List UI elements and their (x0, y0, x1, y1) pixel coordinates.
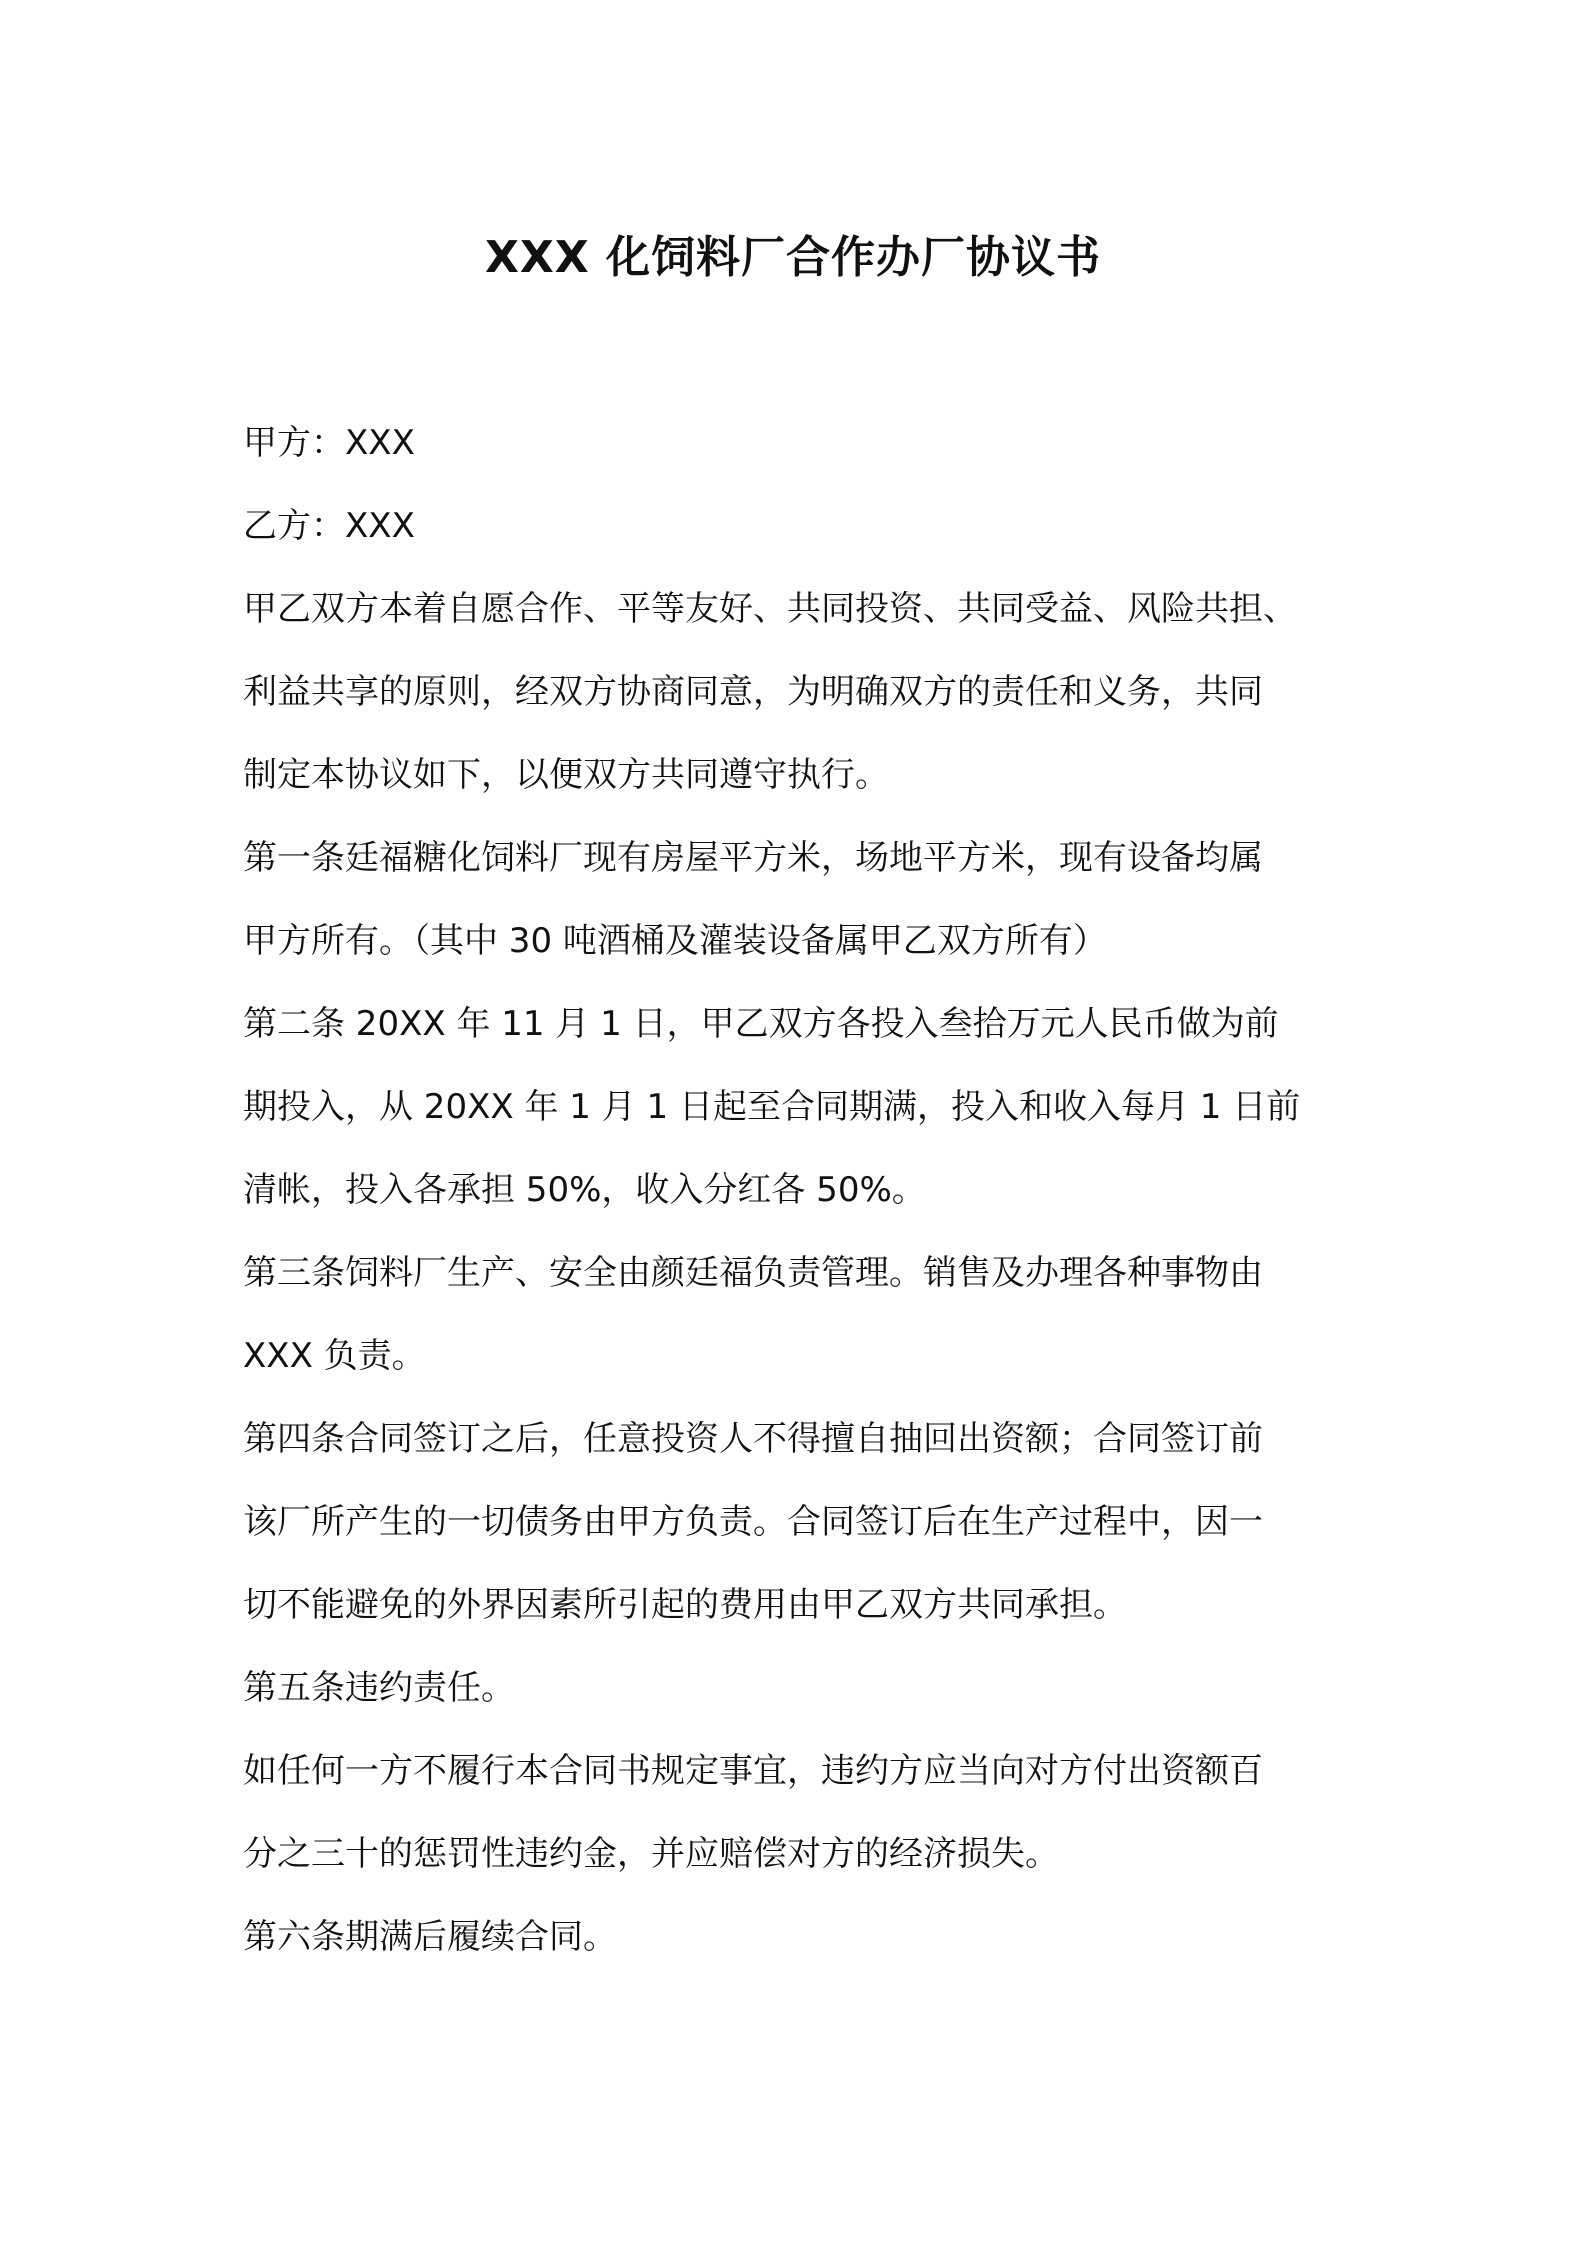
article-5-detail-line: 如任何一方不履行本合同书规定事宜，违约方应当向对方付出资额百 (243, 1751, 1263, 1791)
preamble-line: 制定本协议如下，以便双方共同遵守执行。 (243, 755, 889, 795)
document-body (243, 402, 1353, 1979)
article-2-line: 清帐，投入各承担 50%，收入分红各 50%。 (243, 1170, 926, 1210)
article-3-line: XXX 负责。 (243, 1336, 426, 1376)
article-1-line: 甲方所有。（其中 30 吨酒桶及灌装设备属甲乙双方所有） (243, 921, 1107, 961)
article-1-line: 第一条廷福糖化饲料厂现有房屋平方米，场地平方米，现有设备均属 (243, 838, 1263, 878)
article-4-line: 切不能避免的外界因素所引起的费用由甲乙双方共同承担。 (243, 1585, 1127, 1625)
article-4-line: 该厂所产生的一切债务由甲方负责。合同签订后在生产过程中，因一 (243, 1502, 1263, 1542)
document-title: XXX 化饲料厂合作办厂协议书 (484, 232, 1102, 283)
preamble-line: 利益共享的原则，经双方协商同意，为明确双方的责任和义务，共同 (243, 672, 1263, 712)
article-5-line: 第五条违约责任。 (243, 1668, 515, 1708)
party-a-line: 甲方：XXX (243, 423, 415, 463)
article-5-detail-line: 分之三十的惩罚性违约金，并应赔偿对方的经济损失。 (243, 1834, 1059, 1874)
article-4-line: 第四条合同签订之后，任意投资人不得擅自抽回出资额；合同签订前 (243, 1419, 1263, 1459)
article-2-line: 第二条 20XX 年 11 月 1 日，甲乙双方各投入叁拾万元人民币做为前 (243, 1004, 1279, 1044)
party-b-line: 乙方：XXX (243, 506, 415, 546)
article-6-line: 第六条期满后履续合同。 (243, 1917, 617, 1957)
article-3-line: 第三条饲料厂生产、安全由颜廷福负责管理。销售及办理各种事物由 (243, 1253, 1263, 1293)
preamble-line: 甲乙双方本着自愿合作、平等友好、共同投资、共同受益、风险共担、 (243, 589, 1297, 629)
article-2-line: 期投入，从 20XX 年 1 月 1 日起至合同期满，投入和收入每月 1 日前 (243, 1087, 1301, 1127)
